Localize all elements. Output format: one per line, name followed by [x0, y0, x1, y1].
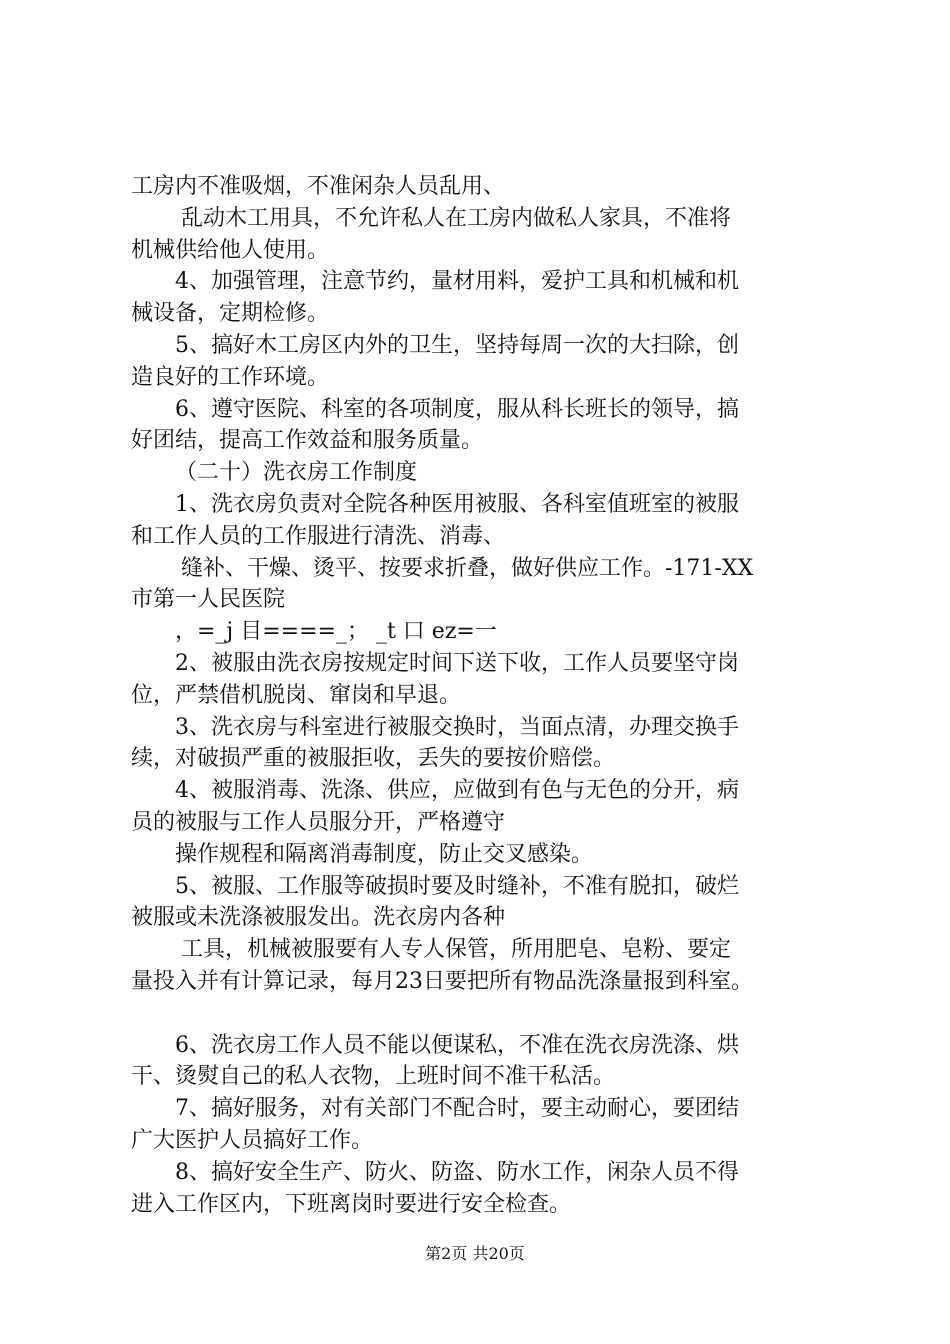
text-line: 2、被服由洗衣房按规定时间下送下收，工作人员要坚守岗: [175, 650, 739, 676]
text-line: 乱动木工用具，不允许私人在工房内做私人家具，不准将: [181, 205, 732, 231]
text-line: 和工作人员的工作服进行清洗、消毒、: [131, 523, 506, 549]
text-line: 机械供给他人使用。: [131, 237, 330, 263]
text-line: （二十）洗衣房工作制度: [175, 460, 418, 486]
text-line: 3、洗衣房与科室进行被服交换时，当面点清，办理交换手: [175, 714, 739, 740]
text-line: 1、洗衣房负责对全院各种医用被服、各科室值班室的被服: [175, 491, 739, 517]
text-line: 6、遵守医院、科室的各项制度，服从科长班长的领导，搞: [175, 396, 739, 422]
page-number-label: 第2页 共20页: [425, 1244, 525, 1263]
text-line: 缝补、干燥、烫平、按要求折叠，做好供应工作。-171-XX: [181, 555, 754, 581]
text-line: 4、加强管理，注意节约，量材用料，爱护工具和机械和机: [175, 269, 739, 295]
page-footer: [0, 1244, 950, 1264]
text-line: 员的被服与工作人员服分开，严格遵守: [131, 809, 506, 835]
text-line: 5、搞好木工房区内外的卫生，坚持每周一次的大扫除，创: [175, 332, 739, 358]
text-line: 6、洗衣房工作人员不能以便谋私，不准在洗衣房洗涤、烘: [175, 1032, 739, 1058]
text-line: 广大医护人员搞好工作。: [131, 1127, 374, 1153]
text-line: 位，严禁借机脱岗、窜岗和早退。: [131, 682, 462, 708]
blank-line: [131, 998, 836, 1030]
text-line: 造良好的工作环境。: [131, 364, 330, 390]
document-body: [131, 171, 836, 1220]
text-line: 进入工作区内，下班离岗时要进行安全检查。: [131, 1191, 572, 1217]
text-line: 被服或未洗涤被服发出。洗衣房内各种: [131, 905, 506, 931]
text-line: 5、被服、工作服等破损时要及时缝补，不准有脱扣，破烂: [175, 873, 739, 899]
text-line: 操作规程和隔离消毒制度，防止交叉感染。: [175, 841, 594, 867]
text-line: 7、搞好服务，对有关部门不配合时，要主动耐心，要团结: [175, 1096, 739, 1122]
text-line: 8、搞好安全生产、防火、防盗、防水工作，闲杂人员不得: [175, 1159, 739, 1185]
text-line: 量投入并有计算记录，每月23日要把所有物品洗涤量报到科室。: [131, 968, 753, 994]
text-line: 工房内不准吸烟，不准闲杂人员乱用、: [131, 174, 506, 199]
text-line: 械设备，定期检修。: [131, 301, 330, 327]
text-line: 工具，机械被服要有人专人保管，所用肥皂、皂粉、要定: [181, 937, 732, 963]
text-line: 续，对破损严重的被服拒收，丢失的要按价赔偿。: [131, 746, 616, 772]
text-line: 4、被服消毒、洗涤、供应，应做到有色与无色的分开，病: [175, 778, 739, 804]
text-line: 干、烫熨自己的私人衣物，上班时间不准干私活。: [131, 1064, 616, 1090]
text-line: 好团结，提高工作效益和服务质量。: [131, 428, 484, 454]
text-line: 市第一人民医院: [131, 587, 286, 613]
text-line: ，=_j 目====_； _t 口 ez=一: [175, 619, 497, 645]
